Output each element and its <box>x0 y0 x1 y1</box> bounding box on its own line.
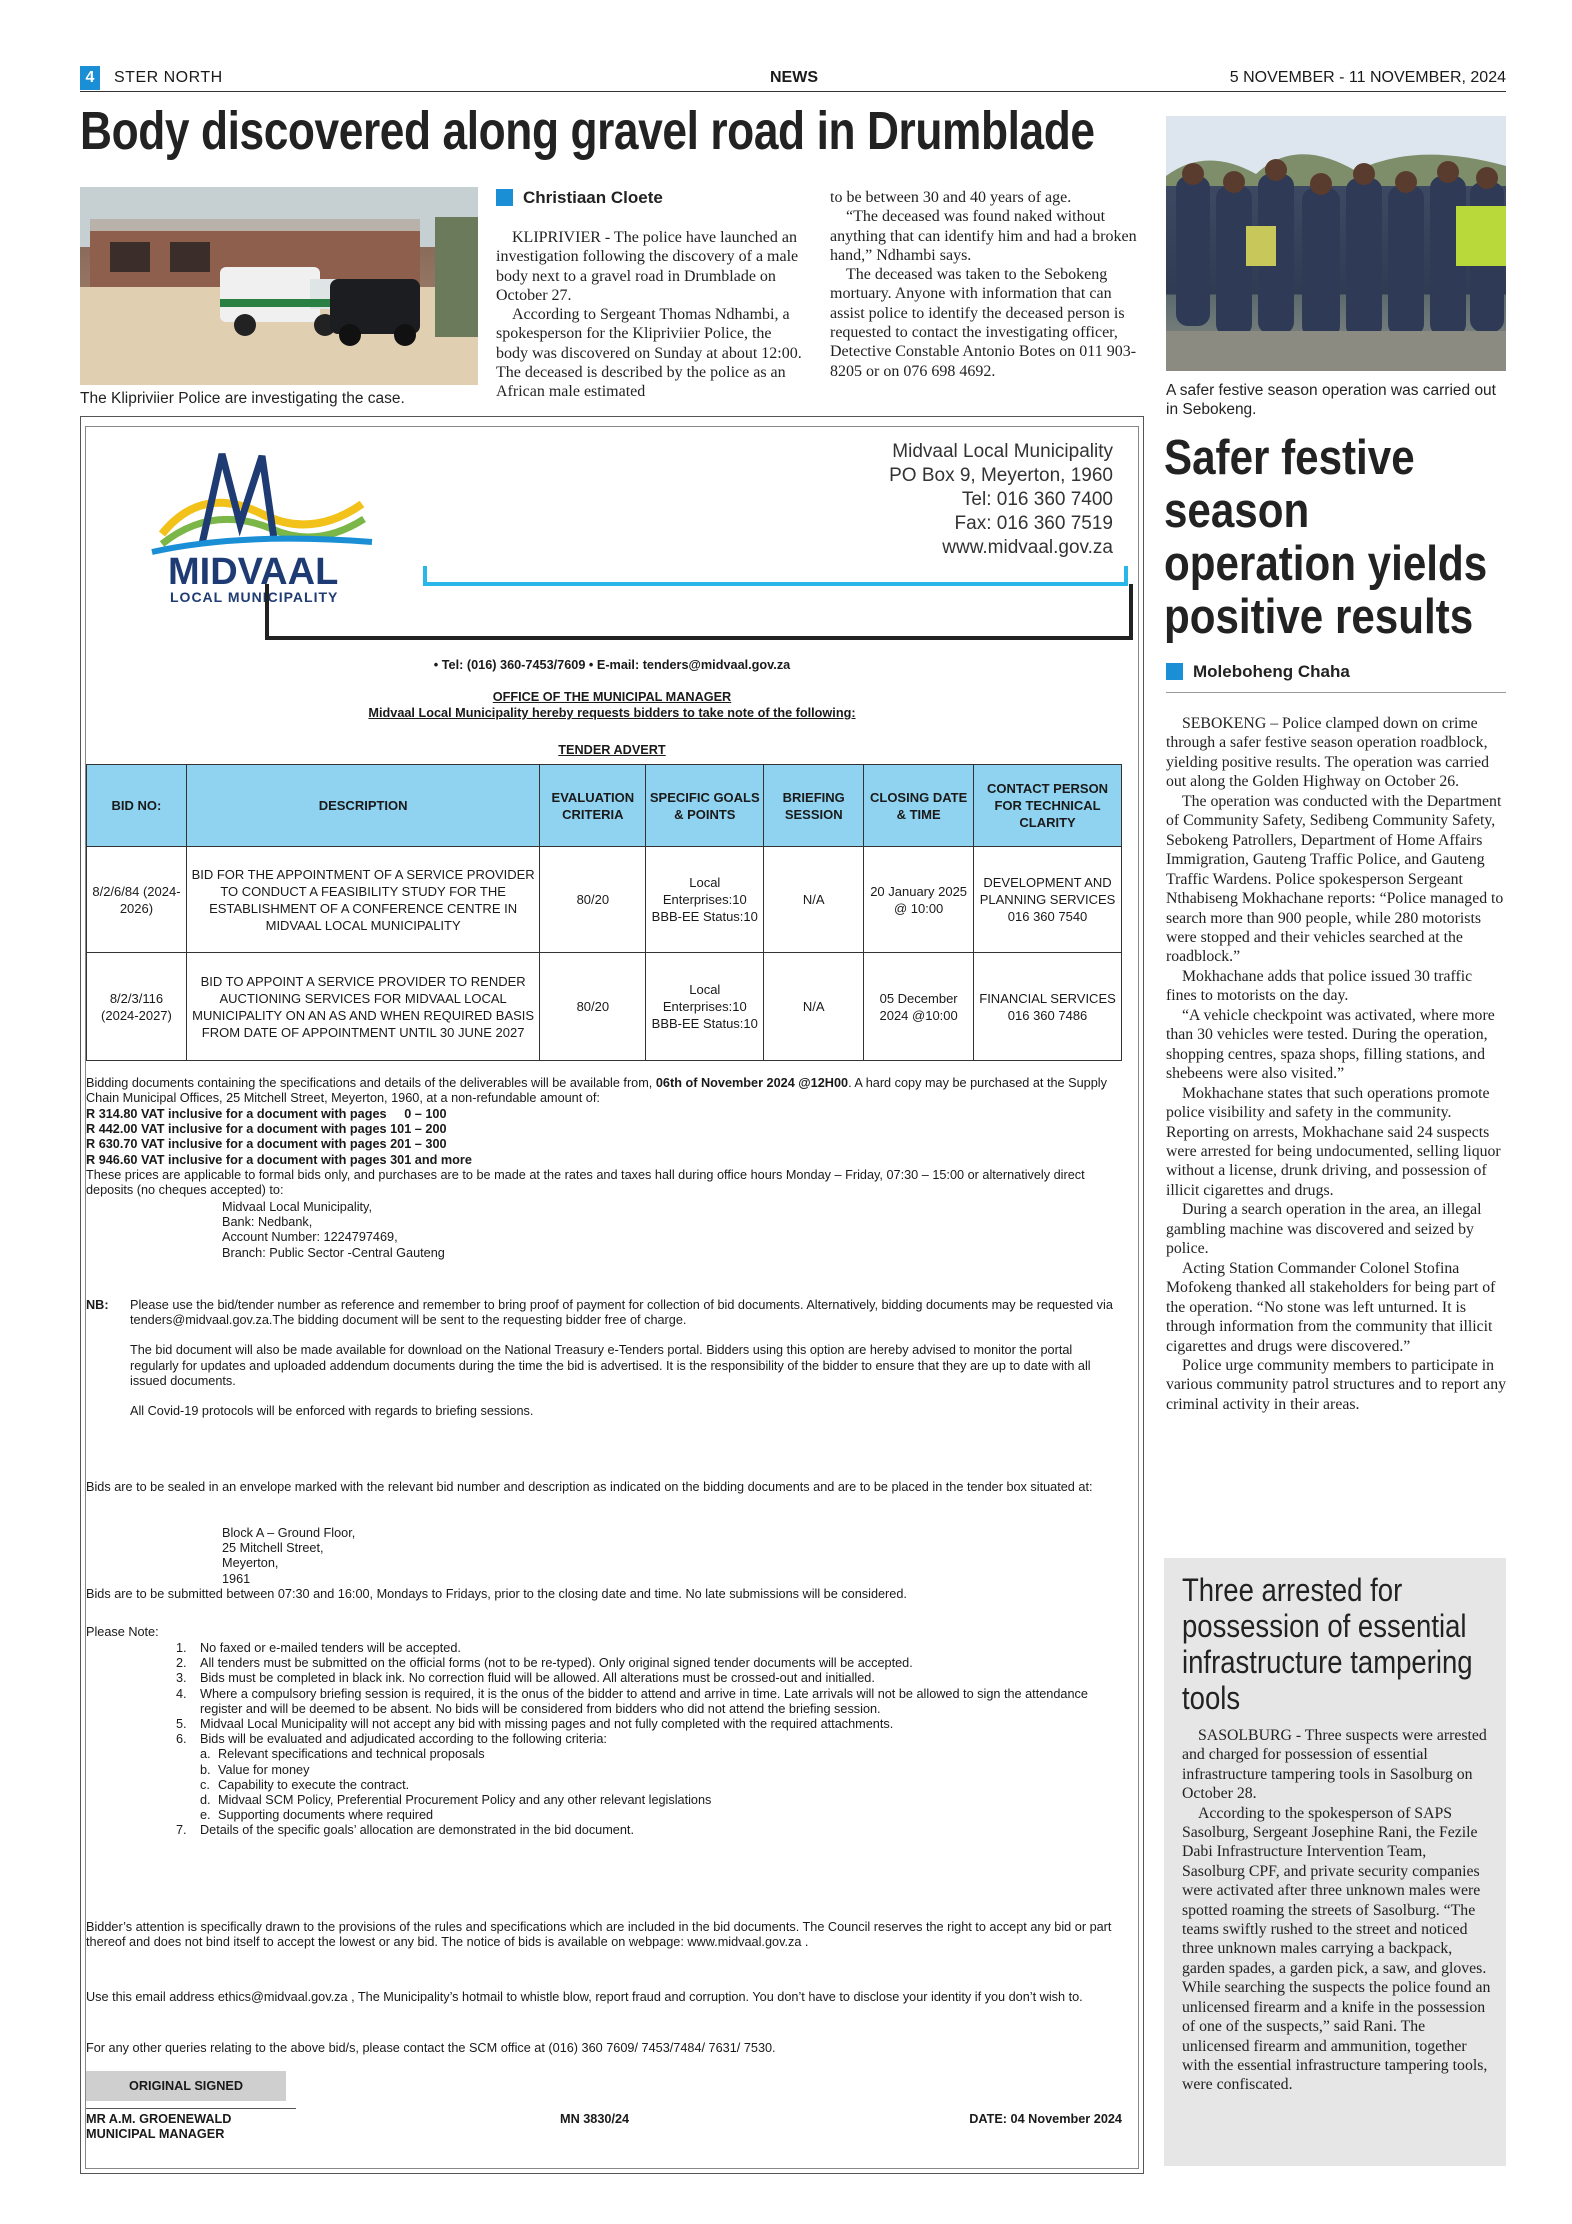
criteria-text: Supporting documents where required <box>218 1808 434 1823</box>
table-cell: N/A <box>764 953 864 1061</box>
column-header: CONTACT PERSON FOR TECHNICAL CLARITY <box>974 765 1122 847</box>
criteria-letter: e. <box>200 1808 211 1823</box>
criteria-item <box>200 1763 1116 1778</box>
table-row <box>87 953 1122 1061</box>
signer-block <box>86 2112 231 2142</box>
police-station-photo <box>80 187 478 385</box>
seal-instructions: Bids are to be sealed in an envelope marked with the relevant bid number and description as indicated on the bidding documents and are to be placed in the tender box situated at: <box>86 1480 1093 1494</box>
municipality-address <box>700 440 1113 560</box>
column-header: EVALUATION CRITERIA <box>540 765 646 847</box>
note-number: 6. <box>176 1732 187 1747</box>
story1-caption: The Klipriviier Police are investigating the case. <box>80 390 405 407</box>
criteria-letter: b. <box>200 1762 211 1777</box>
column-header: SPECIFIC GOALS & POINTS <box>646 765 764 847</box>
ad-date: DATE: 04 November 2024 <box>969 2112 1122 2126</box>
note-item <box>176 1717 1116 1732</box>
byline-marker-icon <box>1166 663 1183 680</box>
criteria-text: Value for money <box>218 1762 310 1777</box>
price-line: R 442.00 VAT inclusive for a document with pages 101 – 200 <box>86 1122 447 1137</box>
signature-rule <box>86 2108 296 2109</box>
price-list <box>86 1107 1130 1168</box>
note-text: All tenders must be submitted on the official forms (not to be re-typed). Only original signed tender documents will be accepted. <box>200 1656 913 1671</box>
issue-date: 5 NOVEMBER - 11 NOVEMBER, 2024 <box>1229 69 1506 86</box>
table-cell: 05 December 2024 @10:00 <box>864 953 974 1061</box>
prices-note: These prices are applicable to formal bids only, and purchases are to be made at the rates and taxes hall during office hours Monday – Friday, 07:30 – 15:00 or alternatively direct deposits (no cheques accepted) to: <box>86 1168 1085 1198</box>
price-line: R 946.60 VAT inclusive for a document with pages 301 and more <box>86 1152 472 1167</box>
header-rule <box>265 584 1133 640</box>
sidebar-photo-caption: A safer festive season operation was carried out in Sebokeng. <box>1166 382 1496 418</box>
table-cell: 80/20 <box>540 847 646 953</box>
byline-name: Christiaan Cloete <box>523 188 663 207</box>
tender-box-address <box>222 1526 622 1587</box>
column-header: DESCRIPTION <box>186 765 539 847</box>
nb-label: NB: <box>86 1298 109 1312</box>
queries-line: For any other queries relating to the above bid/s, please contact the SCM office at (016) 360 7609/ 7453/7484/ 7631/ 7530. <box>86 2041 776 2055</box>
paragraph: “The deceased was found naked without anything that can identify him and had a broken hand,” Ndhambi says. <box>830 208 1137 264</box>
story1-headline: Body discovered along gravel road in Drumblade <box>80 101 1095 161</box>
page-header <box>80 66 1506 92</box>
paragraph: KLIPRIVIER - The police have launched an investigation following the discovery of a male body next to a gravel road in Drumblade on October 27. <box>496 229 799 304</box>
page-number: 4 <box>80 66 100 90</box>
address-line: 1961 <box>222 1571 251 1586</box>
criteria-letter: d. <box>200 1793 211 1808</box>
table-cell: 8/2/6/84 (2024-2026) <box>87 847 187 953</box>
tender-table <box>86 764 1122 1061</box>
nb-text <box>130 1298 1120 1419</box>
roadblock-operation-photo <box>1166 116 1506 371</box>
logo-name: MIDVAAL <box>168 551 339 593</box>
note-text: Midvaal Local Municipality will not accept any bid with missing pages and not fully completed with the required attachments. <box>200 1717 894 1732</box>
note-item <box>176 1687 1116 1717</box>
contact-line: • Tel: (016) 360-7453/7609 • E-mail: tenders@midvaal.gov.za <box>433 658 791 672</box>
address-line: Meyerton, <box>222 1556 279 1571</box>
column-header: CLOSING DATE & TIME <box>864 765 974 847</box>
submission-times: Bids are to be submitted between 07:30 and 16:00, Mondays to Fridays, prior to the closing date and time. No late submissions will be considered. <box>86 1587 907 1601</box>
story3-box <box>1164 1558 1506 2166</box>
byline-rule <box>1166 692 1506 693</box>
note-item <box>176 1823 1116 1838</box>
notice-reference: MN 3830/24 <box>560 2112 630 2126</box>
table-cell: 8/2/3/116 (2024-2027) <box>87 953 187 1061</box>
criteria-item <box>200 1793 1116 1808</box>
logo-subtitle: LOCAL MUNICIPALITY <box>170 589 339 604</box>
paragraph: According to the spokesperson of SAPS Sasolburg, Sergeant Josephine Rani, the Fezile Dabi Infrastructure Intervention Team, Sasolburg CPF, and private security companies were activated after three unknown males were spotted roaming the streets of Sasolburg. “The teams swiftly rushed to the street and noticed three unknown males carrying a backpack, garden spades, a garden pick, a saw, and gloves. While searching the suspects the police found an unlicensed firearm and a knife in the possession of one of the suspects,” said Rani. The unlicensed firearm and ammunition, together with the essential infrastructure tampering tools, were confiscated. <box>1182 1804 1491 2094</box>
table-cell: Local Enterprises:10 BBB-EE Status:10 <box>646 847 764 953</box>
nb-paragraph: Please use the bid/tender number as reference and remember to bring proof of payment for collection of bid documents. Alternatively, bidding documents may be requested via tenders@midvaal.gov.za.The bidding document will be sent to the requesting bidder free of charge. <box>130 1298 1113 1328</box>
price-line: R 314.80 VAT inclusive for a document with pages 0 – 100 <box>86 1107 447 1121</box>
note-text: Bids must be completed in black ink. No correction fluid will be allowed. All alterations must be crossed-out and initialled. <box>200 1671 875 1686</box>
paragraph: According to Sergeant Thomas Ndhambi, a spokesperson for the Klipriviier Police, the body was discovered on Sunday at about 12:00. The deceased is described by the police as an African male estimated <box>496 306 802 401</box>
note-number: 2. <box>176 1656 187 1671</box>
bank-line: Branch: Public Sector -Central Gauteng <box>222 1245 445 1260</box>
paragraph: Police urge community members to participate in various community patrol structures and to report any criminal activity in their areas. <box>1166 1356 1506 1413</box>
column-header: BRIEFING SESSION <box>764 765 864 847</box>
ethics-line: Use this email address ethics@midvaal.gov.za , The Municipality’s hotmail to whistle blow, report fraud and corruption. You don’t have to disclose your identity if you don’t wish to. <box>86 1990 1083 2004</box>
table-row <box>87 847 1122 953</box>
paragraph: The operation was conducted with the Department of Community Safety, Sedibeng Community Safety, Sebokeng Patrollers, Department of Home Affairs Immigration, Gauteng Traffic Police, and Gauteng Traffic Wardens. Police spokesperson Sergeant Nthabiseng Mokhachane reports: “Police managed to search more than 900 people, while 280 motorists were stopped and their vehicles searched at the roadblock.” <box>1166 792 1504 966</box>
criteria-item <box>200 1808 1116 1823</box>
tender-advert-title: TENDER ADVERT <box>558 743 666 757</box>
note-number: 5. <box>176 1717 187 1732</box>
table-cell: BID FOR THE APPOINTMENT OF A SERVICE PROVIDER TO CONDUCT A FEASIBILITY STUDY FOR THE ESTABLISHMENT OF A CONFERENCE CENTRE IN MIDVAAL LOCAL MUNICIPALITY <box>186 847 539 953</box>
paragraph: SASOLBURG - Three suspects were arrested and charged for possession of essential infrastructure tampering tools in Sasolburg on October 28. <box>1182 1727 1487 1803</box>
paragraph: Mokhachane states that such operations promote police visibility and safety in the community. Reporting on arrests, Mokhachane said 24 suspects were arrested for being undocumented, selling liquor without a license, drunk driving, and possession of illicit cigarettes and drugs. <box>1166 1084 1501 1199</box>
story3-body <box>1182 1726 1492 2095</box>
price-line: R 630.70 VAT inclusive for a document with pages 201 – 300 <box>86 1137 447 1152</box>
table-cell: 80/20 <box>540 953 646 1061</box>
availability-tail: . A hard copy may be purchased at the Supply Chain Municipal Offices, 25 Mitchell Street, Meyerton, 1960, at a non-refundable amount of: <box>86 1076 1107 1106</box>
address-line: Fax: 016 360 7519 <box>954 513 1113 534</box>
address-line: Block A – Ground Floor, <box>222 1526 356 1540</box>
notice-line: Midvaal Local Municipality hereby requests bidders to take note of the following: <box>368 706 856 720</box>
office-title: OFFICE OF THE MUNICIPAL MANAGER <box>492 690 732 704</box>
bidder-attention: Bidder’s attention is specifically drawn to the provisions of the rules and specifications which are included in the bid documents. The Council reserves the right to accept any bid or part thereof and does not bind itself to accept the lowest or any bid. The notice of bids is available on webpage: www.midvaal.gov.za . <box>86 1920 1112 1950</box>
note-text: Where a compulsory briefing session is required, it is the onus of the bidder to attend and arrive in time. Late arrivals will not be allowed to sign the attendance register and will be deemed to be absent. No bids will be considered from bidders who did not attend the briefing session. <box>200 1686 1088 1716</box>
table-cell: FINANCIAL SERVICES 016 360 7486 <box>974 953 1122 1061</box>
table-cell: N/A <box>764 847 864 953</box>
paragraph: The deceased was taken to the Sebokeng mortuary. Anyone with information that can assist police to identify the deceased person is requested to contact the investigating officer, Detective Constable Antonio Botes on 011 903-8205 or on 076 698 4692. <box>830 266 1137 380</box>
table-cell: BID TO APPOINT A SERVICE PROVIDER TO RENDER AUCTIONING SERVICES FOR MIDVAAL LOCAL MUNICIPALITY ON AN AS AND WHEN REQUIRED BASIS FROM DATE OF APPOINTMENT UNTIL 30 JUNE 2027 <box>186 953 539 1061</box>
nb-paragraph: The bid document will also be made available for download on the National Treasury e-Tenders portal. Bidders using this option are hereby advised to monitor the portal regularly for updates and uploaded addendum documents during the time the bid is advertised. It is the responsibility of the bidder to ensure that they are up to date with all issued documents. <box>130 1343 1091 1388</box>
byline-marker-icon <box>496 189 513 206</box>
availability-date: 06th of November 2024 @12H00 <box>655 1076 849 1090</box>
story2-body <box>1166 714 1506 1414</box>
criteria-letter: c. <box>200 1777 210 1792</box>
note-item <box>176 1671 1116 1686</box>
bank-line: Midvaal Local Municipality, <box>222 1200 372 1214</box>
section-name: STER NORTH <box>114 69 223 86</box>
category-label: NEWS <box>770 69 818 86</box>
paragraph: During a search operation in the area, an illegal gambling machine was discovered and seized by police. <box>1166 1201 1482 1258</box>
byline-name: Moleboheng Chaha <box>1193 662 1350 681</box>
story3-headline: Three arrested for possession of essential infrastructure tampering tools <box>1182 1572 1473 1716</box>
note-number: 3. <box>176 1671 187 1686</box>
criteria-text: Capability to execute the contract. <box>218 1777 410 1792</box>
note-number: 4. <box>176 1686 187 1701</box>
address-line: www.midvaal.gov.za <box>942 537 1113 558</box>
note-item <box>176 1732 1116 1747</box>
bank-line: Bank: Nedbank, <box>222 1215 313 1230</box>
paragraph: to be between 30 and 40 years of age. <box>830 189 1072 206</box>
story1-col2 <box>830 188 1142 381</box>
please-note-label: Please Note: <box>86 1625 159 1639</box>
criteria-text: Midvaal SCM Policy, Preferential Procurement Policy and any other relevant legislations <box>218 1793 712 1808</box>
availability-text <box>86 1076 1130 1106</box>
story2-headline: Safer festive season operation yields positive results <box>1164 431 1488 644</box>
bank-details <box>222 1200 822 1261</box>
address-line: Tel: 016 360 7400 <box>961 489 1113 510</box>
criteria-text: Relevant specifications and technical proposals <box>218 1747 485 1762</box>
signer-title: MUNICIPAL MANAGER <box>86 2127 225 2142</box>
note-item <box>176 1641 1116 1656</box>
note-number: 7. <box>176 1823 187 1838</box>
paragraph: Mokhachane adds that police issued 30 traffic fines to motorists on the day. <box>1166 967 1473 1005</box>
notes-list <box>176 1641 1116 1839</box>
table-header-row <box>87 765 1122 847</box>
availability-lead: Bidding documents containing the specifications and details of the deliverables will be available from, <box>86 1076 656 1090</box>
table-cell: 20 January 2025 @ 10:00 <box>864 847 974 953</box>
note-number: 1. <box>176 1641 187 1655</box>
note-text: Bids will be evaluated and adjudicated according to the following criteria: <box>200 1732 607 1747</box>
bank-line: Account Number: 1224797469, <box>222 1230 398 1245</box>
nb-paragraph: All Covid-19 protocols will be enforced with regards to briefing sessions. <box>130 1404 534 1419</box>
address-line: PO Box 9, Meyerton, 1960 <box>889 465 1113 486</box>
story2-byline <box>1166 662 1350 682</box>
column-header: BID NO: <box>87 765 187 847</box>
midvaal-logo <box>142 444 382 604</box>
criteria-list <box>176 1747 1116 1823</box>
paragraph: SEBOKENG – Police clamped down on crime through a safer festive season operation roadblock, yielding positive results. The operation was carried out along the Golden Highway on October 26. <box>1166 715 1490 791</box>
criteria-letter: a. <box>200 1747 211 1762</box>
original-signed-badge: ORIGINAL SIGNED <box>86 2071 286 2101</box>
address-line: 25 Mitchell Street, <box>222 1541 324 1556</box>
note-text: No faxed or e-mailed tenders will be accepted. <box>200 1641 461 1655</box>
signer-name: MR A.M. GROENEWALD <box>86 2112 232 2126</box>
criteria-item <box>200 1747 1116 1762</box>
header-accent-bar <box>423 566 1128 586</box>
paragraph: Acting Station Commander Colonel Stofina Mofokeng thanked all stakeholders for being part of the operation. “No stone was left unturned. It is through information from the community that illicit cigarettes and drugs were discovered.” <box>1166 1259 1496 1355</box>
criteria-item <box>200 1778 1116 1793</box>
note-text: Details of the specific goals’ allocation are demonstrated in the bid document. <box>200 1823 634 1838</box>
paragraph: “A vehicle checkpoint was activated, where more than 30 vehicles were tested. During the operation, shopping centres, spaza shops, filling stations, and shebeens were also visited.” <box>1166 1006 1495 1083</box>
note-item <box>176 1656 1116 1671</box>
story1-byline <box>496 188 663 208</box>
story1-col1 <box>496 228 806 402</box>
address-line: Midvaal Local Municipality <box>892 441 1113 462</box>
table-cell: DEVELOPMENT AND PLANNING SERVICES 016 360 7540 <box>974 847 1122 953</box>
table-cell: Local Enterprises:10 BBB-EE Status:10 <box>646 953 764 1061</box>
